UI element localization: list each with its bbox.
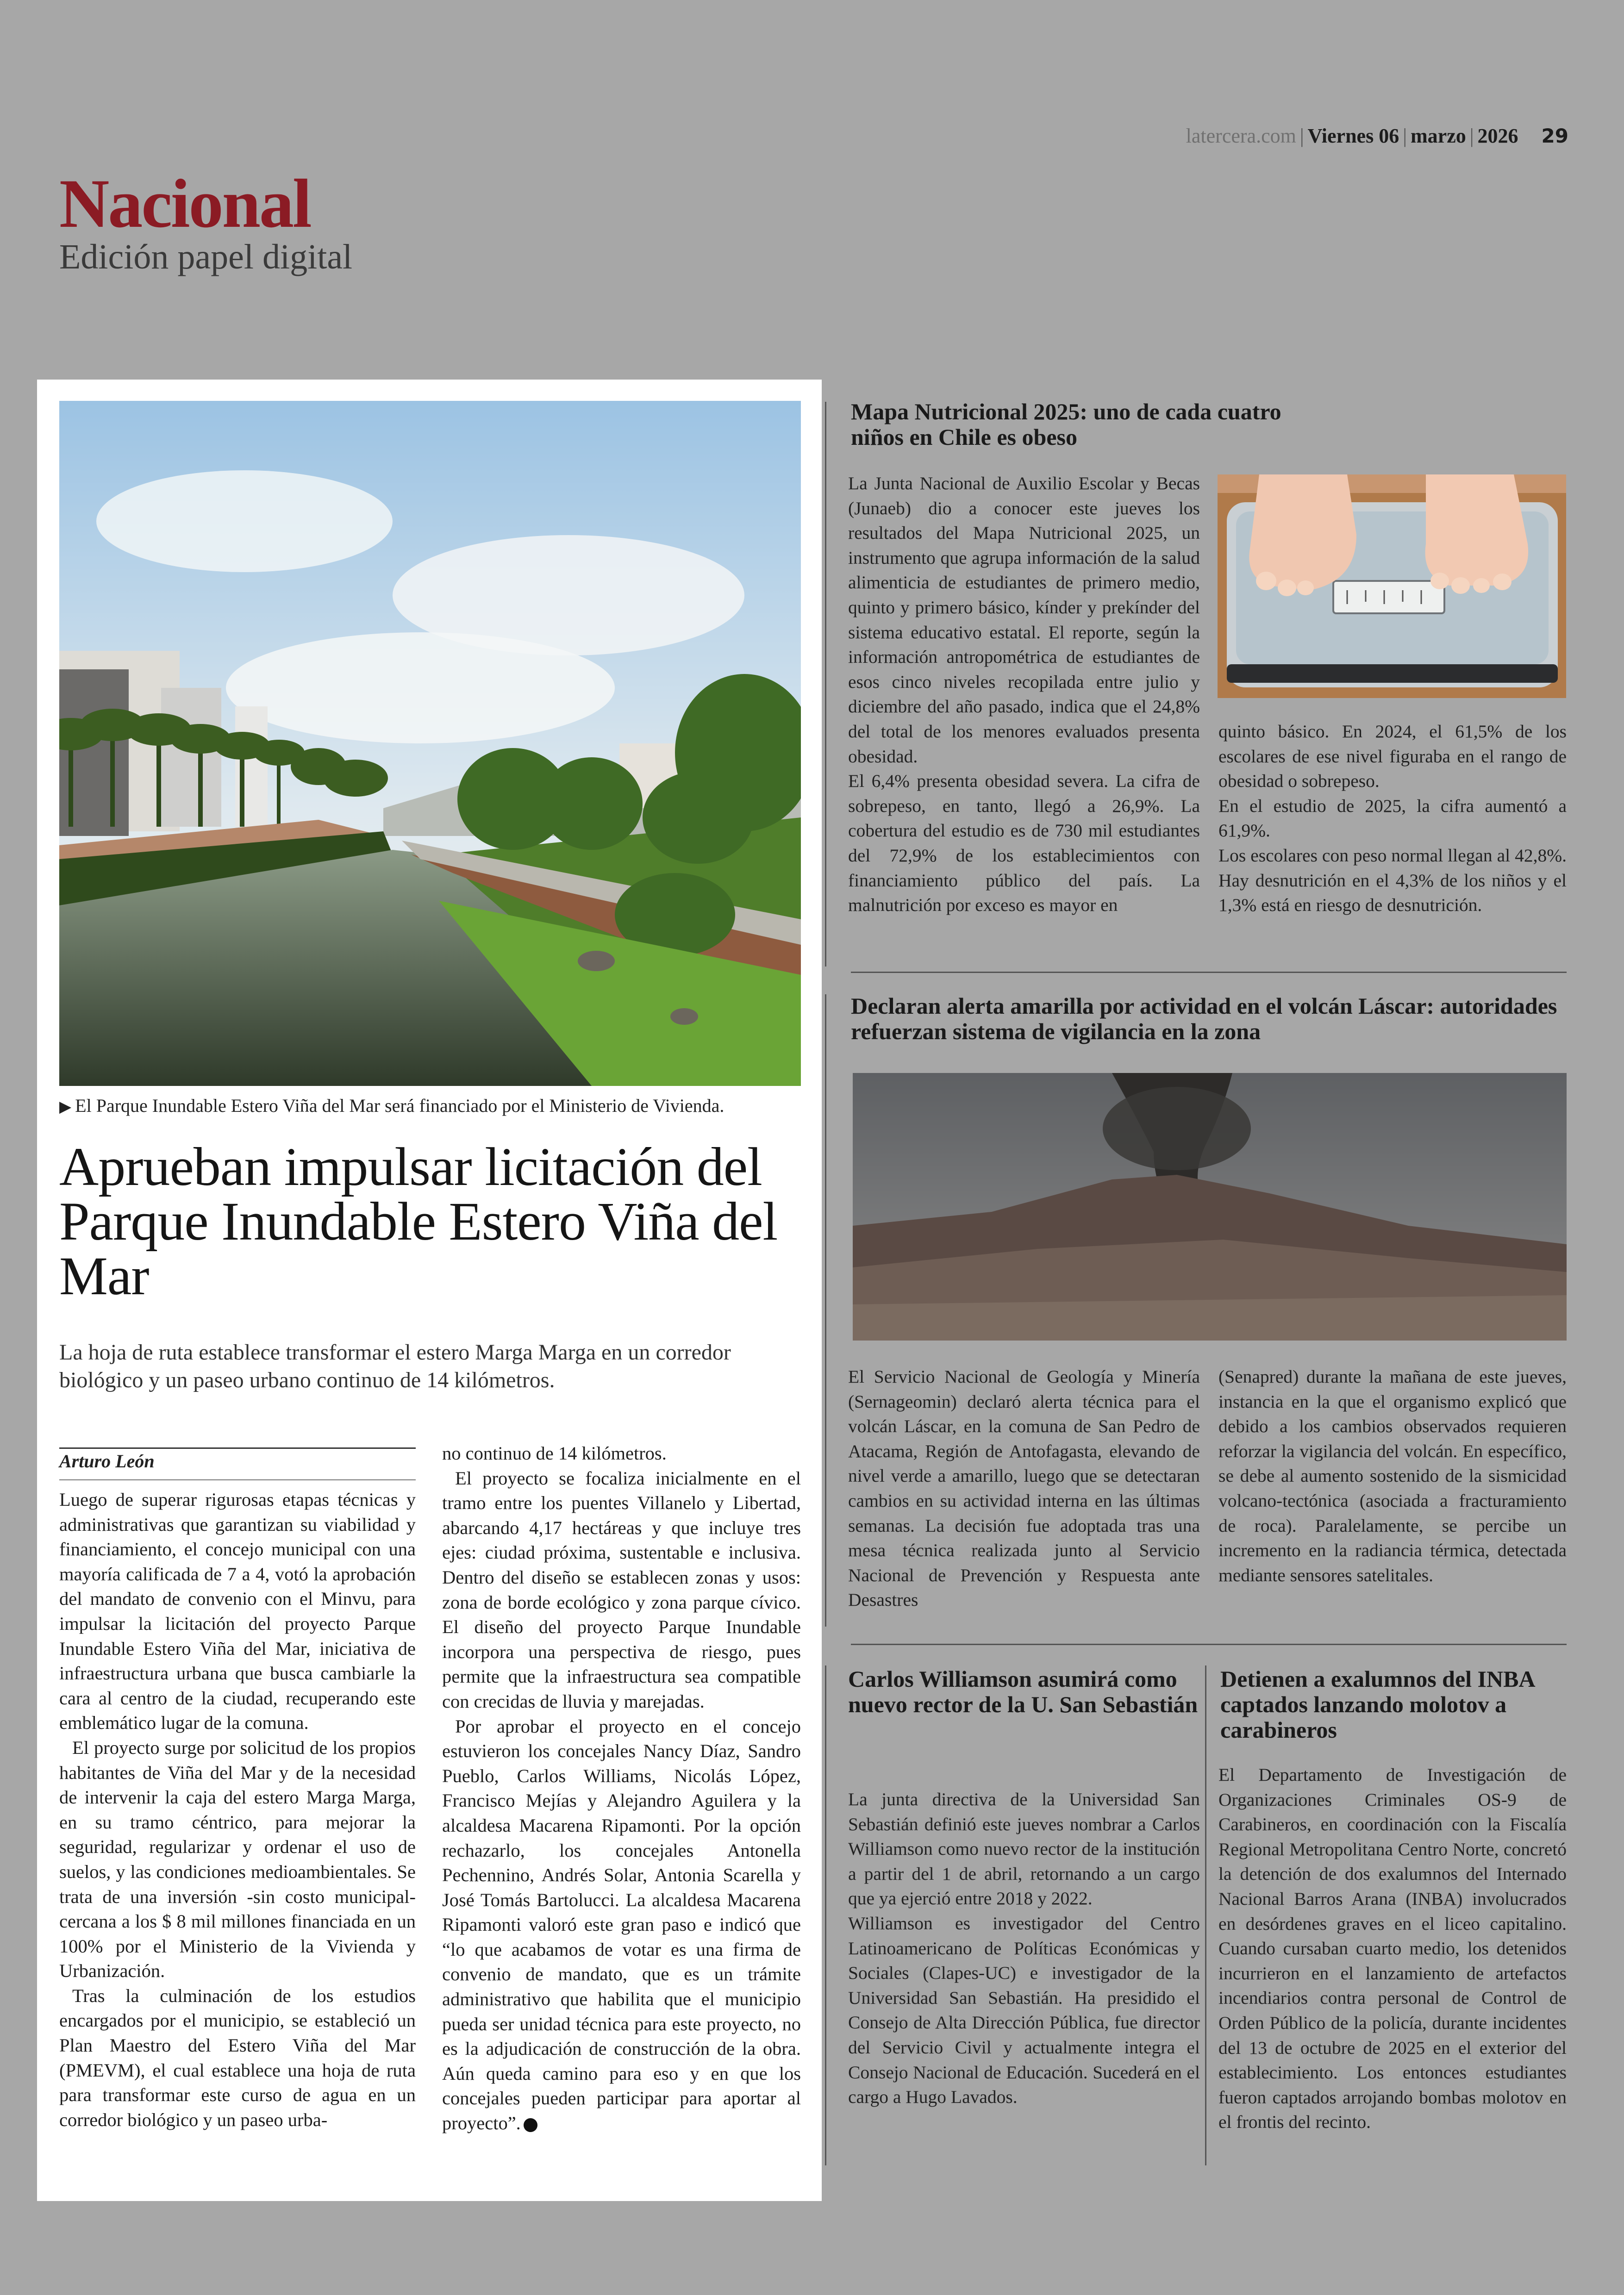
paragraph: quinto básico. En 2024, el 61,5% de los escolares de ese nivel figuraba en el rango de obesidad o sobrepeso. xyxy=(1218,721,1567,792)
page-number: 29 xyxy=(1541,125,1568,147)
end-of-story-icon xyxy=(524,2118,537,2132)
divider-vertical xyxy=(825,994,826,1627)
page-header: latercera.com | Viernes 06 | marzo | 2026 29 xyxy=(1186,125,1568,147)
site-name[interactable]: latercera.com xyxy=(1186,125,1296,147)
header-year: 2026 xyxy=(1477,125,1518,147)
inba-headline[interactable]: Detienen a exalumnos del INBA captados lanzando molotov a carabineros xyxy=(1220,1666,1534,1743)
park-photo xyxy=(59,401,801,1086)
divider-vertical xyxy=(825,1665,826,2165)
lascar-headline[interactable]: Declaran alerta amarilla por actividad en el volcán Láscar: autoridades refuerzan sistema de vigilancia en la zona xyxy=(851,993,1557,1044)
header-month: marzo xyxy=(1411,125,1466,147)
paragraph: El proyecto se focaliza inicialmente en el tramo entre los puentes Villanelo y Libertad, abarcando 4,17 hectáreas y que incluye tres ejes: ciudad próxima, sustentable e inclusiva. Dentro del diseño se establecen zonas y usos: zona de borde ecológico y zona parque cívico. El diseño del proyecto Parque Inundable incorpora una perspectiva de riesgo, pues permite que la infraestructura sea compatible con crecidas de lluvia y marejadas. xyxy=(442,1467,801,1712)
paragraph: La junta directiva de la Universidad San Sebastián definió este jueves nombrar a Carlos Williamson como nuevo rector de la institución a partir del 1 de abril, retornando a un cargo que ya ejerció entre 2018 y 2022. xyxy=(848,1789,1200,1909)
caption-text: El Parque Inundable Estero Viña del Mar será financiado por el Ministerio de Vivienda. xyxy=(75,1095,725,1116)
divider-horizontal xyxy=(851,972,1567,973)
lascar-body-column-1 xyxy=(848,1365,1200,1613)
divider-vertical xyxy=(825,402,826,967)
paragraph: (Senapred) durante la mañana de este jueves, instancia en la que el organismo explicó que debido a los cambios observados requieren reforzar la vigilancia del volcán. En específico, se debe al aumento sostenido de la sismicidad volcano-tectónica (asociada a fracturamiento de roca). Paralelamente, se percibe un incremento en la radiancia térmica, detectada mediante sensores satelitales. xyxy=(1218,1366,1567,1585)
paragraph: no continuo de 14 kilómetros. xyxy=(442,1443,667,1464)
mapa-body-column-1 xyxy=(848,471,1200,918)
divider-vertical xyxy=(1205,1665,1206,2165)
header-day: Viernes 06 xyxy=(1307,125,1399,147)
scale-photo xyxy=(1218,474,1566,698)
carlos-headline[interactable]: Carlos Williamson asumirá como nuevo rector de la U. San Sebastián xyxy=(848,1666,1198,1717)
paragraph: El proyecto surge por solicitud de los propios habitantes de Viña del Mar y de la necesidad de intervenir la caja del estero Marga Marga, en su tramo céntrico, para mejorar la seguridad, regularizar y ordenar el uso de suelos, y las condiciones medioambientales. Se trata de una inversión -sin costo municipal- cercana a los $ 8 mil millones financiada en un 100% por el Ministerio de la Vivienda y Urbanización. xyxy=(59,1737,416,1982)
byline-rule-top xyxy=(59,1447,416,1449)
main-body-column-2 xyxy=(442,1441,801,2136)
mapa-body-column-2 xyxy=(1218,719,1567,918)
byline-rule-bottom xyxy=(59,1479,416,1480)
lascar-body-column-2 xyxy=(1218,1365,1567,1588)
section-title: Nacional xyxy=(59,165,311,242)
paragraph: Los escolares con peso normal llegan al 42,8%. Hay desnutrición en el 4,3% de los niños y el 1,3% está en riesgo de desnutrición. xyxy=(1218,845,1567,916)
paragraph: El Servicio Nacional de Geología y Minería (Sernageomin) declaró alerta técnica para el volcán Láscar, en la comuna de San Pedro de Atacama, Región de Antofagasta, elevando de nivel verde a amarillo, luego que se detectaran cambios en su actividad interna en las últimas semanas. La decisión fue adoptada tras una mesa técnica realizada junto al Servicio Nacional de Prevención y Respuesta ante Desastres xyxy=(848,1366,1200,1610)
main-headline[interactable]: Aprueban impulsar licitación del Parque Inundable Estero Viña del Mar xyxy=(59,1136,778,1306)
paragraph: Luego de superar rigurosas etapas técnicas y administrativas que garantizan su viabilidad y financiamiento, el concejo municipal con una mayoría calificada de 7 a 4, votó la aprobación del mandato de convenio con el Minvu, para impulsar la licitación del proyecto Parque Inundable Estero Viña del Mar, iniciativa de infraestructura urbana que busca cambiarle la cara al centro de la ciudad, recuperando este emblemático lugar de la comuna. xyxy=(59,1489,416,1734)
volcano-photo xyxy=(853,1073,1567,1341)
section-subtitle: Edición papel digital xyxy=(59,237,353,276)
byline: Arturo León xyxy=(59,1451,155,1472)
mapa-headline[interactable]: Mapa Nutricional 2025: uno de cada cuatro niños en Chile es obeso xyxy=(851,399,1281,450)
paragraph: El 6,4% presenta obesidad severa. La cifra de sobrepeso, en tanto, llegó a 26,9%. La cobertura del estudio es de 730 mil estudiantes del 72,9% de los establecimientos con financiamiento público del país. La malnutrición por exceso es mayor en xyxy=(848,771,1200,916)
main-body-column-1 xyxy=(59,1487,416,2132)
inba-body xyxy=(1218,1763,1567,2135)
carlos-body xyxy=(848,1787,1200,2110)
main-deck: La hoja de ruta establece transformar el estero Marga Marga en un corredor biológico y un paseo urbano continuo de 14 kilómetros. xyxy=(59,1340,731,1392)
photo-caption xyxy=(59,1095,724,1116)
paragraph: Williamson es investigador del Centro Latinoamericano de Políticas Económicas y Sociales (Clapes-UC) e investigador de la Universidad San Sebastián. Ha presidido el Consejo de Alta Dirección Pública, fue director del Servicio Civil y actualmente integra el Consejo Nacional de Educación. Sucederá en el cargo a Hugo Lavados. xyxy=(848,1913,1200,2108)
paragraph: Tras la culminación de los estudios encargados por el municipio, se estableció un Plan Maestro del Estero Viña del Mar (PMEVM), el cual establece una hoja de ruta para transformar este curso de agua en un corredor biológico y un paseo urba- xyxy=(59,1985,416,2130)
caption-arrow-icon: ▶ xyxy=(59,1098,72,1116)
paragraph: La Junta Nacional de Auxilio Escolar y Becas (Junaeb) dio a conocer este jueves los resultados del Mapa Nutricional 2025, un instrumento que agrupa información de la salud alimenticia de estudiantes de primero medio, quinto y primero básico, kínder y prekínder del sistema educativo estatal. El reporte, según la información antropométrica de estudiantes de esos cinco niveles recopilada entre julio y diciembre del año pasado, indica que el 24,8% del total de los menores evaluados presenta obesidad. xyxy=(848,473,1200,767)
divider-horizontal xyxy=(851,1644,1567,1645)
paragraph: El Departamento de Investigación de Organizaciones Criminales OS-9 de Carabineros, en coordinación con la Fiscalía Regional Metropolitana Centro Norte, concretó la detención de dos exalumnos del Internado Nacional Barros Arana (INBA) involucrados en desórdenes graves en el liceo capitalino. Cuando cursaban cuarto medio, los detenidos incurrieron en el lanzamiento de artefactos incendiarios contra personal de Control de Orden Público de la policía, durante incidentes del 13 de octubre de 2025 en el exterior del establecimiento. Los entonces estudiantes fueron captados arrojando bombas molotov en el frontis del recinto. xyxy=(1218,1765,1567,2133)
paragraph: Por aprobar el proyecto en el concejo estuvieron los concejales Nancy Díaz, Sandro Pueblo, Carlos Williams, Nicolás López, Francisco Mejías y Alejandro Aguilera y la alcaldesa Macarena Ripamonti. Por la opción rechazarlo, los concejales Antonella Pechennino, Andrés Solar, Antonia Scarella y José Tomás Bartolucci. La alcaldesa Macarena Ripamonti valoró este gran paso e indicó que “lo que acabamos de votar es una firma de convenio de mandato, que es un trámite administrativo que habilita que el municipio pueda ser unidad técnica para este proyecto, no es la adjudicación de construcción de la obra. Aún queda camino para eso y en que los concejales pueden participar para aportar al proyecto”. xyxy=(442,1715,801,2134)
paragraph: En el estudio de 2025, la cifra aumentó a 61,9%. xyxy=(1218,795,1567,841)
